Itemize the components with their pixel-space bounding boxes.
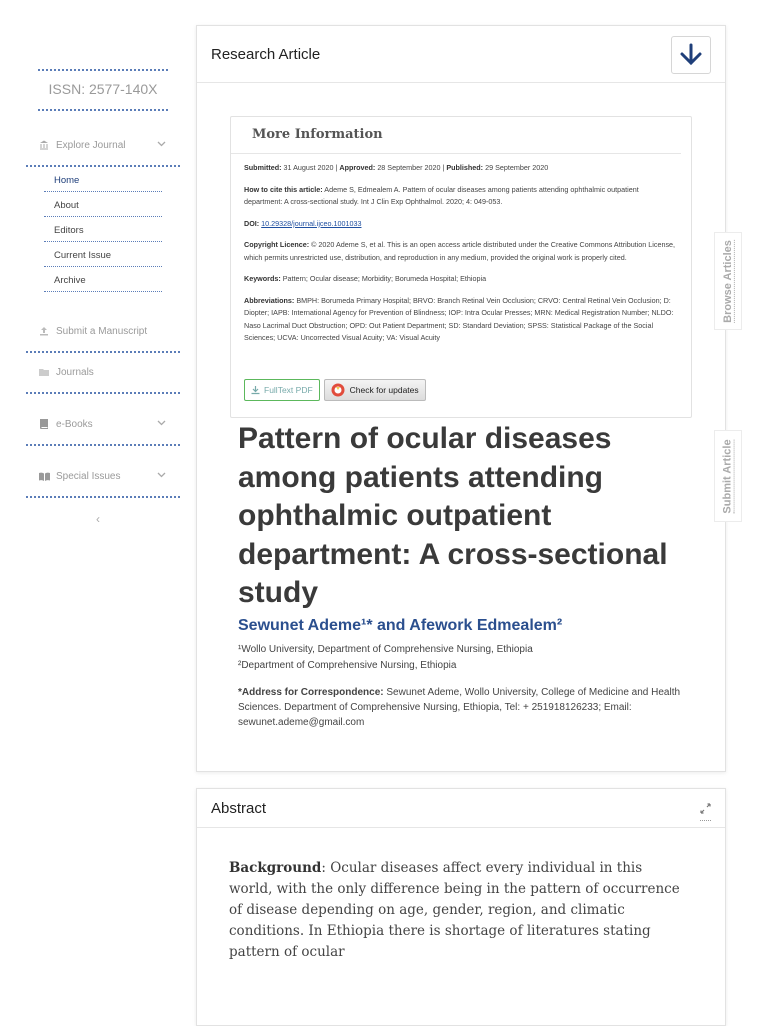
nav-home[interactable]: Home — [44, 170, 162, 192]
correspondence: *Address for Correspondence: Sewunet Ademe, Wollo University, College of Medicine and Health Sciences. Department of Comprehensive Nursing, Ethiopia, Tel: + 251918126233; Email: sewunet.ademe@gmail.com — [238, 687, 681, 728]
keywords: Keywords: Pattern; Ocular disease; Morbidity; Borumeda Hospital; Ethiopia — [244, 274, 487, 283]
more-information-title: More Information — [231, 117, 681, 154]
nav-about[interactable]: About — [44, 195, 162, 217]
nav-archive[interactable]: Archive — [44, 270, 162, 292]
bank-icon — [38, 139, 50, 151]
chevron-down-icon[interactable] — [157, 139, 166, 150]
download-icon — [251, 386, 260, 395]
citation: How to cite this article: Ademe S, Edmealem A. Pattern of ocular diseases among patients attending ophthalmic outpatient department: A cross-sectional study. Int J Clin Exp Ophthalmol. 2020; 4: 049-053. — [244, 184, 639, 206]
abstract-title: Abstract — [211, 799, 267, 817]
nav-special-label: Special Issues — [56, 470, 121, 482]
nav-journals[interactable] — [26, 352, 180, 394]
folder-icon — [38, 366, 50, 378]
download-button[interactable] — [671, 36, 711, 74]
expand-icon[interactable] — [700, 801, 711, 821]
nav-ebooks-label: e-Books — [56, 418, 93, 430]
copyright-licence: Copyright Licence: © 2020 Ademe S, et al. This is an open access article distributed under the Creative Commons Attribution License, which permits unrestricted use, distribution, and reproduction in any medium, provided the original work is properly cited. — [244, 240, 676, 262]
issn-box — [38, 69, 168, 111]
nav-submit-manuscript[interactable] — [26, 311, 180, 353]
nav-submit-label: Submit a Manuscript — [56, 325, 148, 337]
abstract-card-header — [197, 789, 725, 828]
affiliation-2: ²Department of Comprehensive Nursing, Ethiopia — [238, 660, 457, 671]
open-book-icon — [38, 470, 50, 482]
submit-article-tab[interactable]: Submit Article — [714, 430, 742, 522]
issn-label: ISSN: 2577-140X — [48, 81, 158, 97]
fulltext-pdf-button[interactable]: FullText PDF — [244, 379, 320, 401]
abstract-background: Background: Ocular diseases affect every individual in this world, with the only difference being in the pattern of occurrence of disease depending on age, gender, region, and climatic conditions. In Ethiopia there is shortage of literatures stating pattern of ocular — [229, 860, 680, 960]
chevron-down-icon[interactable] — [157, 470, 166, 481]
nav-explore-journal[interactable] — [26, 125, 180, 167]
upload-icon — [38, 325, 50, 337]
sidebar — [0, 0, 190, 1024]
authors[interactable]: Sewunet Ademe¹* and Afework Edmealem² — [238, 617, 563, 634]
abbreviations: Abbreviations: BMPH: Borumeda Primary Hospital; BRVO: Branch Retinal Vein Occlusion; CRVO: Central Retinal Vein Occlusion; D: Diopter; IAPB: International Agency for Prevention of Blindness; IOP: Intra Ocular Presses; MRN: Medical Registration Number; NLDO: Naso Lacrimal Duct Obstruction; OPD: Out Patient Department; SD: Standard Deviation; SPSS: Statistical Package of the Social Sciences; UCVA: Uncorrected Visual Acuity; VA: Visual Acuity — [244, 295, 674, 342]
article-type-label: Research Article — [211, 45, 321, 63]
check-for-updates-button[interactable]: Check for updates — [324, 379, 426, 401]
book-icon — [38, 418, 50, 430]
nav-current-issue[interactable]: Current Issue — [44, 245, 162, 267]
article-card-header — [197, 26, 725, 83]
abstract-card — [196, 788, 726, 1026]
nav-special-issues[interactable] — [26, 456, 180, 498]
nav-editors[interactable]: Editors — [44, 220, 162, 242]
nav-explore-label: Explore Journal — [56, 139, 126, 151]
affiliation-1: ¹Wollo University, Department of Comprehensive Nursing, Ethiopia — [238, 644, 533, 655]
nav-ebooks[interactable] — [26, 404, 180, 446]
collapse-sidebar-icon[interactable]: ‹ — [96, 512, 100, 526]
dates-line: Submitted: 31 August 2020 | Approved: 28 September 2020 | Published: 29 September 2020 — [244, 163, 549, 172]
crossmark-icon — [331, 383, 345, 397]
more-information-box — [230, 116, 692, 418]
article-title: Pattern of ocular diseases among patients attending ophthalmic outpatient department: A cross-sectional study — [238, 422, 668, 609]
article-card — [196, 25, 726, 772]
nav-journals-label: Journals — [56, 366, 94, 378]
browse-articles-tab[interactable]: Browse Articles — [714, 232, 742, 330]
doi-link[interactable]: 10.29328/journal.ijceo.1001033 — [261, 218, 362, 228]
doi-line: DOI: 10.29328/journal.ijceo.1001033 — [244, 218, 362, 228]
chevron-down-icon[interactable] — [157, 418, 166, 429]
arrow-down-icon — [679, 43, 703, 67]
